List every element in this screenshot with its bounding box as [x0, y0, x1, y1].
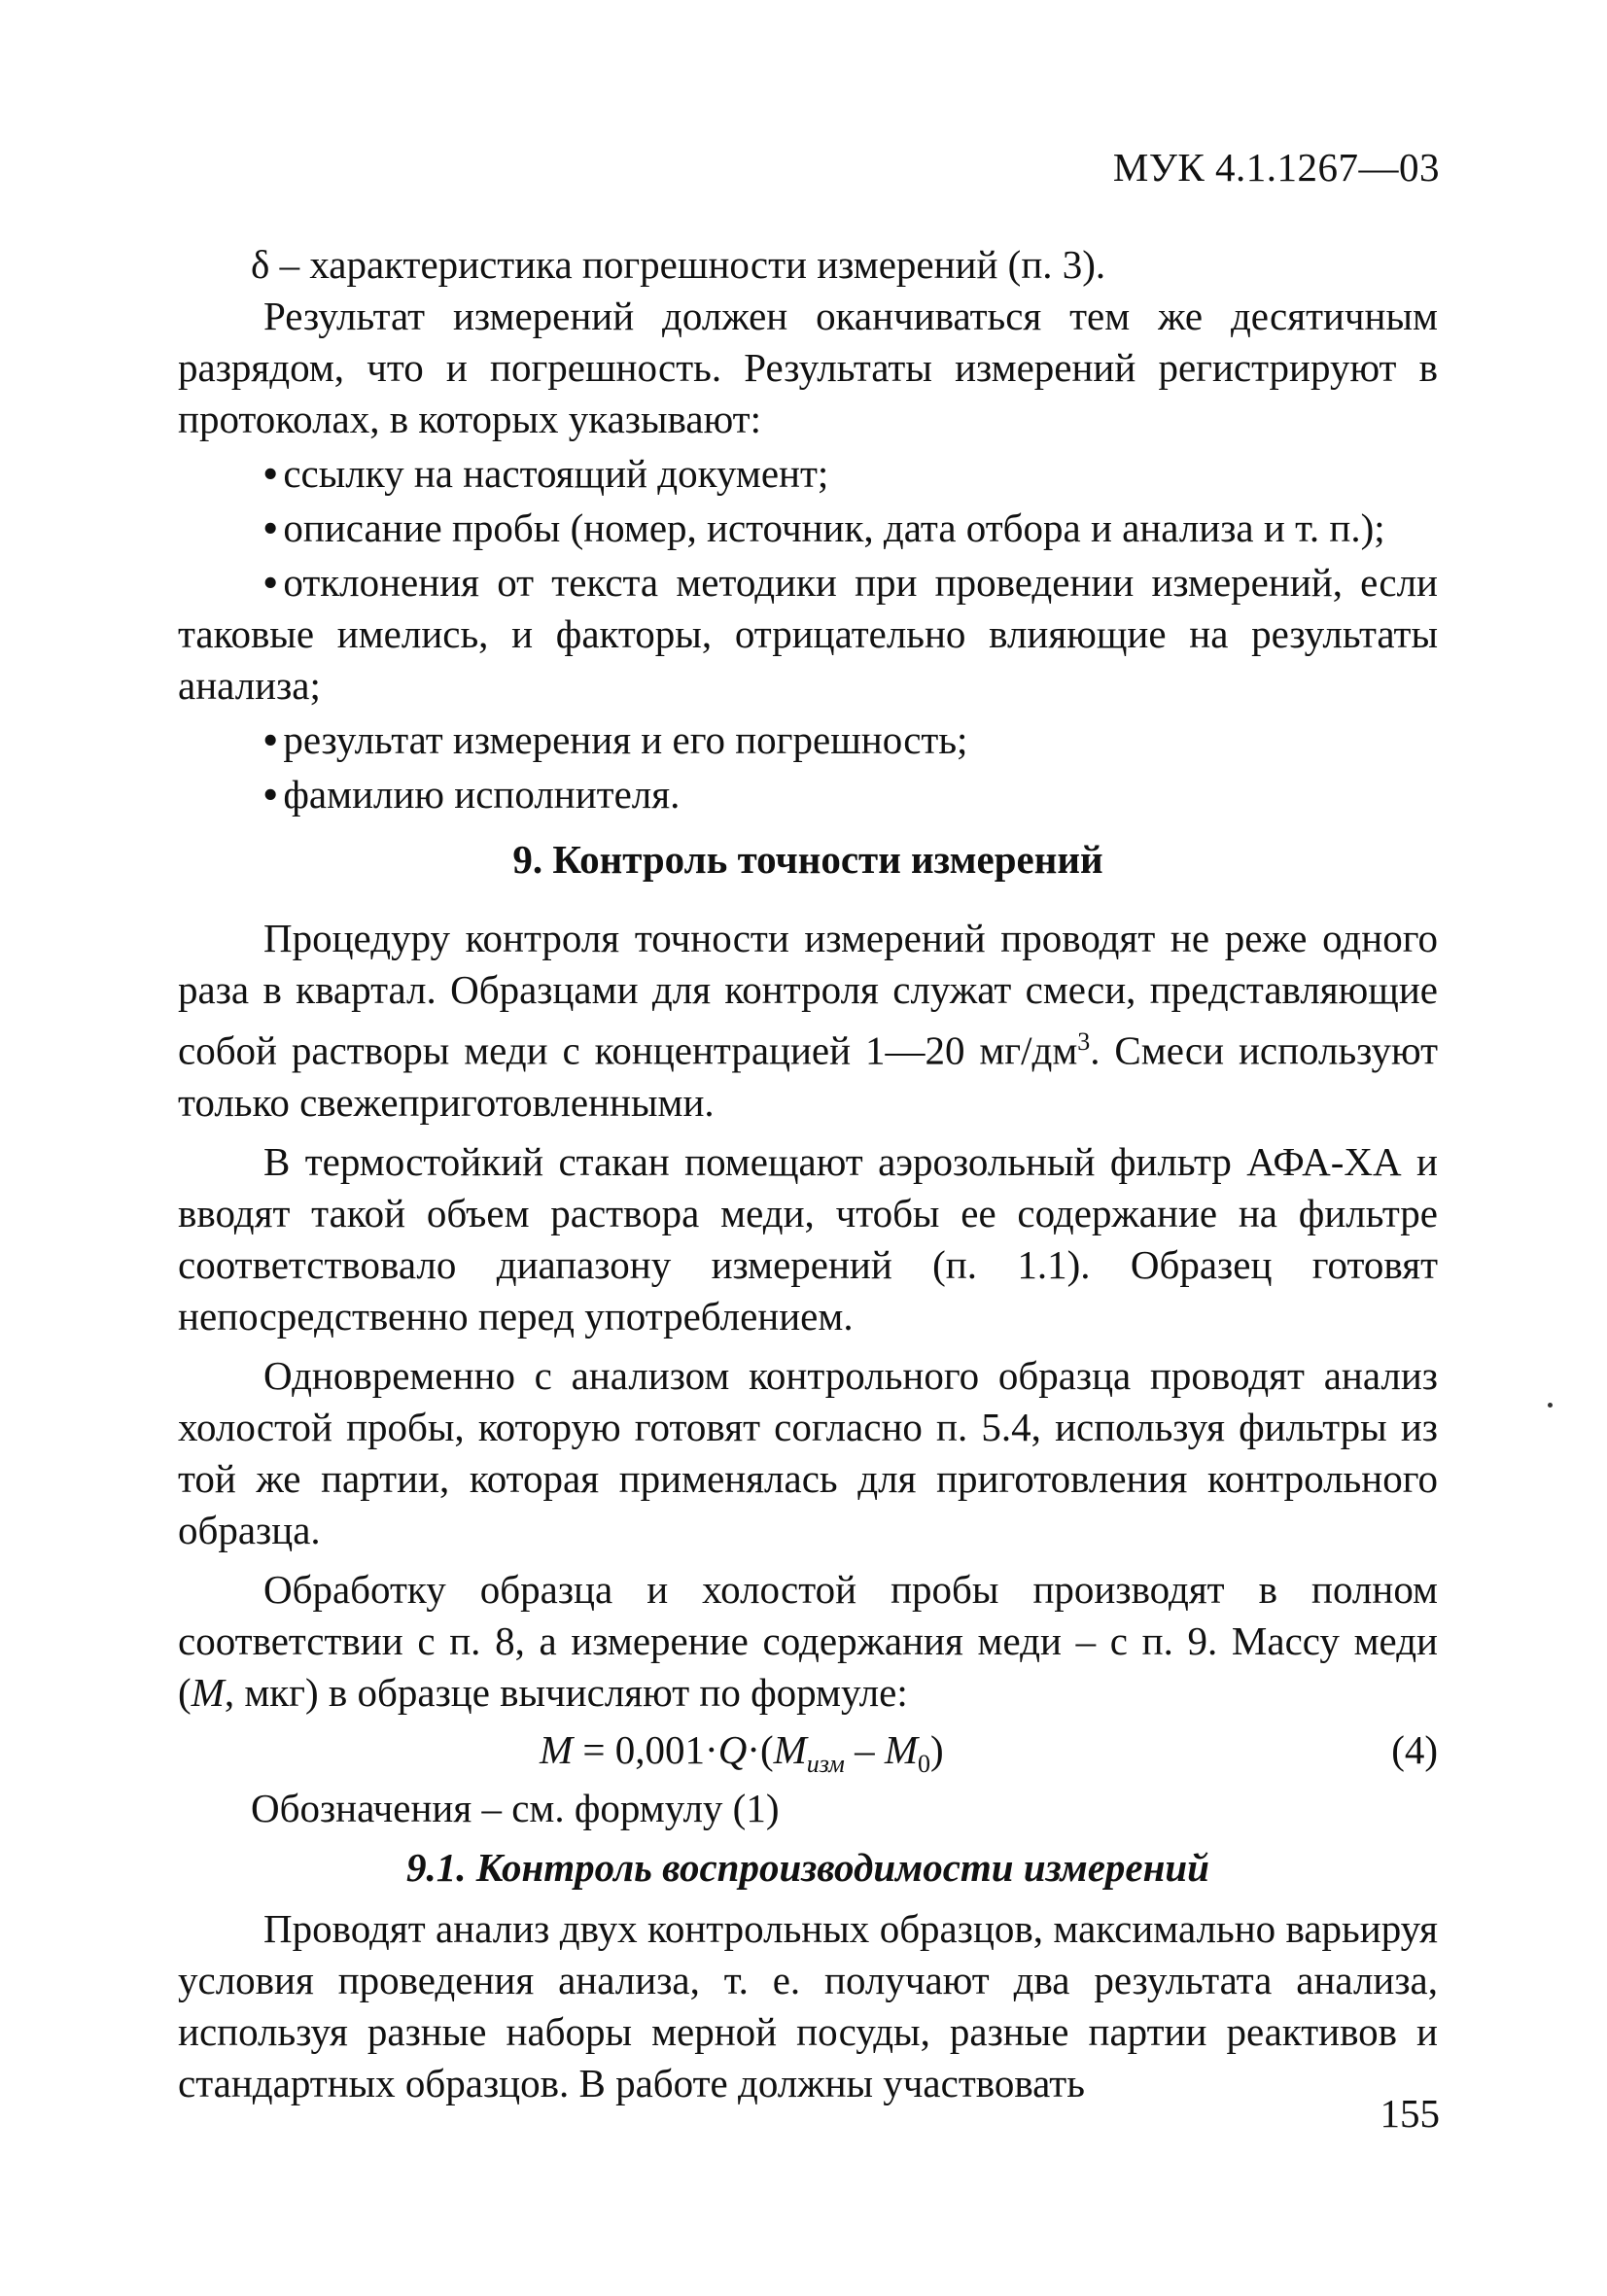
scan-speck — [1548, 1403, 1553, 1408]
list-item: • фамилию исполнителя. — [263, 772, 681, 817]
bullet-icon: • — [263, 505, 278, 550]
list-item: • ссылку на настоящий документ; — [263, 451, 829, 496]
result-paragraph: Результат измерений должен оканчиваться тем же десятичным разрядом, что и погрешность. Результаты измерений регистрируют в протоколах, в которых указывают: — [178, 294, 1438, 441]
list-item: • отклонения от текста методики при проведении измерений, если таковые имелись, и факторы, отрицательно влияющие на результаты анализа; — [178, 560, 1438, 708]
formula-4 — [178, 1724, 1438, 1783]
list-item: • описание пробы (номер, источник, дата отбора и анализа и т. п.); — [263, 505, 1385, 550]
section-9-1-heading: 9.1. Контроль воспроизводимости измерений — [406, 1844, 1209, 1890]
page-content — [178, 239, 1438, 2109]
page-number: 155 — [1380, 2091, 1440, 2136]
list-item: • результат измерения и его погрешность; — [263, 717, 968, 762]
formula-number: (4) — [1391, 1726, 1438, 1772]
bullet-icon: • — [263, 560, 278, 605]
protocol-bullet-list — [178, 448, 1438, 820]
processing-paragraph: Обработку образца и холостой пробы производят в полном соответствии с п. 8, а измерение содержания меди – с п. 9. Массу меди (M, мкг) в образце вычисляют по формуле: — [178, 1566, 1438, 1715]
bullet-icon: • — [263, 772, 278, 817]
bullet-icon: • — [263, 451, 278, 496]
bullet-icon: • — [263, 717, 278, 762]
mass-formula: $M = 0,001\cdot Q\cdot(M_{изм} - M_0)$ — [540, 1726, 944, 1778]
reproducibility-paragraph: Проводят анализ двух контрольных образцов, максимально варьируя условия проведения анализа, т. е. получают два результата анализа, используя разные наборы мерной посуды, разные партии реактивов и стандартных образцов. В работе должны участвовать — [178, 1905, 1438, 2105]
sample-preparation-paragraph: В термостойкий стакан помещают аэрозольный фильтр АФА-ХА и вводят такой объем раствора меди, чтобы ее содержание на фильтре соответствовало диапазону измерений (п. 1.1). Образец готовят непосредственно перед употреблением. — [178, 1138, 1438, 1339]
delta-definition: δ – характеристика погрешности измерений (п. 3). — [251, 242, 1106, 287]
blank-sample-paragraph: Одновременно с анализом контрольного образца проводят анализ холостой пробы, которую готовят согласно п. 5.4, используя фильтры из той же партии, которая применялась для приготовления контрольного образца. — [178, 1352, 1438, 1552]
document-code-header: МУК 4.1.1267—03 — [1112, 145, 1440, 190]
section-9-heading: 9. Контроль точности измерений — [512, 837, 1103, 882]
control-procedure-paragraph: Процедуру контроля точности измерений проводят не реже одного раза в квартал. Образцами для контроля служат смеси, представляющие собой растворы меди с концентрацией 1—20 $мг/дм^3$. Смеси используют только свежеприготовленными. — [178, 916, 1438, 1125]
notation-line: Обозначения – см. формулу (1) — [251, 1785, 780, 1830]
